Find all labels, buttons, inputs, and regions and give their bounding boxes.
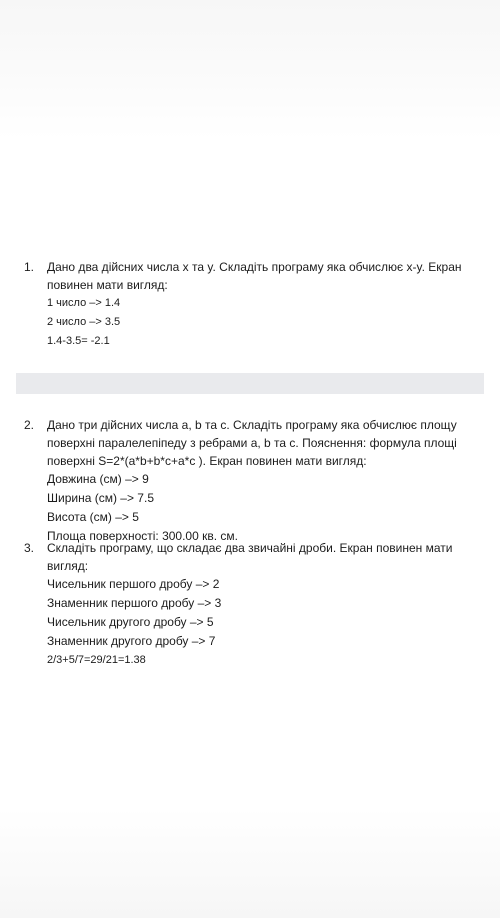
task-3-text: Складіть програму, що складає два звичайні дроби. Екран повинен мати вигляд:	[47, 541, 453, 573]
task-2-line-2: Ширина (см) –> 7.5	[47, 491, 154, 505]
task-2-output-lines	[47, 470, 484, 546]
task-3-output-lines	[47, 575, 484, 670]
task-1-output-lines	[47, 294, 484, 351]
task-2-line-3: Висота (см) –> 5	[47, 510, 139, 524]
task-1-header	[24, 258, 484, 294]
task-1-number: 1.	[24, 260, 35, 274]
task-2-header	[24, 416, 484, 470]
page-bottom-shade	[0, 808, 500, 918]
task-3	[24, 539, 484, 670]
task-3-line-5: 2/3+5/7=29/21=1.38	[47, 654, 146, 666]
task-1-line-2: 2 число –> 3.5	[47, 316, 121, 328]
task-3-number: 3.	[24, 541, 35, 555]
task-2-line-1: Довжина (см) –> 9	[47, 472, 149, 486]
task-1-line-3: 1.4-3.5= -2.1	[47, 335, 110, 347]
task-3-line-3: Чисельник другого дробу –> 5	[47, 615, 214, 629]
task-3-line-4: Знаменник другого дробу –> 7	[47, 634, 216, 648]
task-3-header	[24, 539, 484, 575]
task-2-number: 2.	[24, 418, 35, 432]
section-divider	[16, 373, 484, 394]
task-1-text: Дано два дійсних числа x та y. Складіть програму яка обчислює x-y. Екран повинен мати вигляд:	[47, 260, 462, 292]
page-top-shade	[0, 0, 500, 140]
task-2-line-4: Площа поверхності: 300.00 кв. см.	[47, 529, 238, 543]
task-3-line-1: Чисельник першого дробу –> 2	[47, 577, 220, 591]
task-3-line-2: Знаменник першого дробу –> 3	[47, 596, 222, 610]
task-1	[24, 258, 484, 351]
task-2	[24, 416, 484, 546]
task-1-line-1: 1 число –> 1.4	[47, 297, 121, 309]
task-2-text: Дано три дійсних числа a, b та c. Складіть програму яка обчислює площу поверхні паралелепіпеду з ребрами a, b та c. Пояснення: формула площі поверхні S=2*(a*b+b*c+a*c ). Екран повинен мати вигляд:	[47, 418, 457, 468]
